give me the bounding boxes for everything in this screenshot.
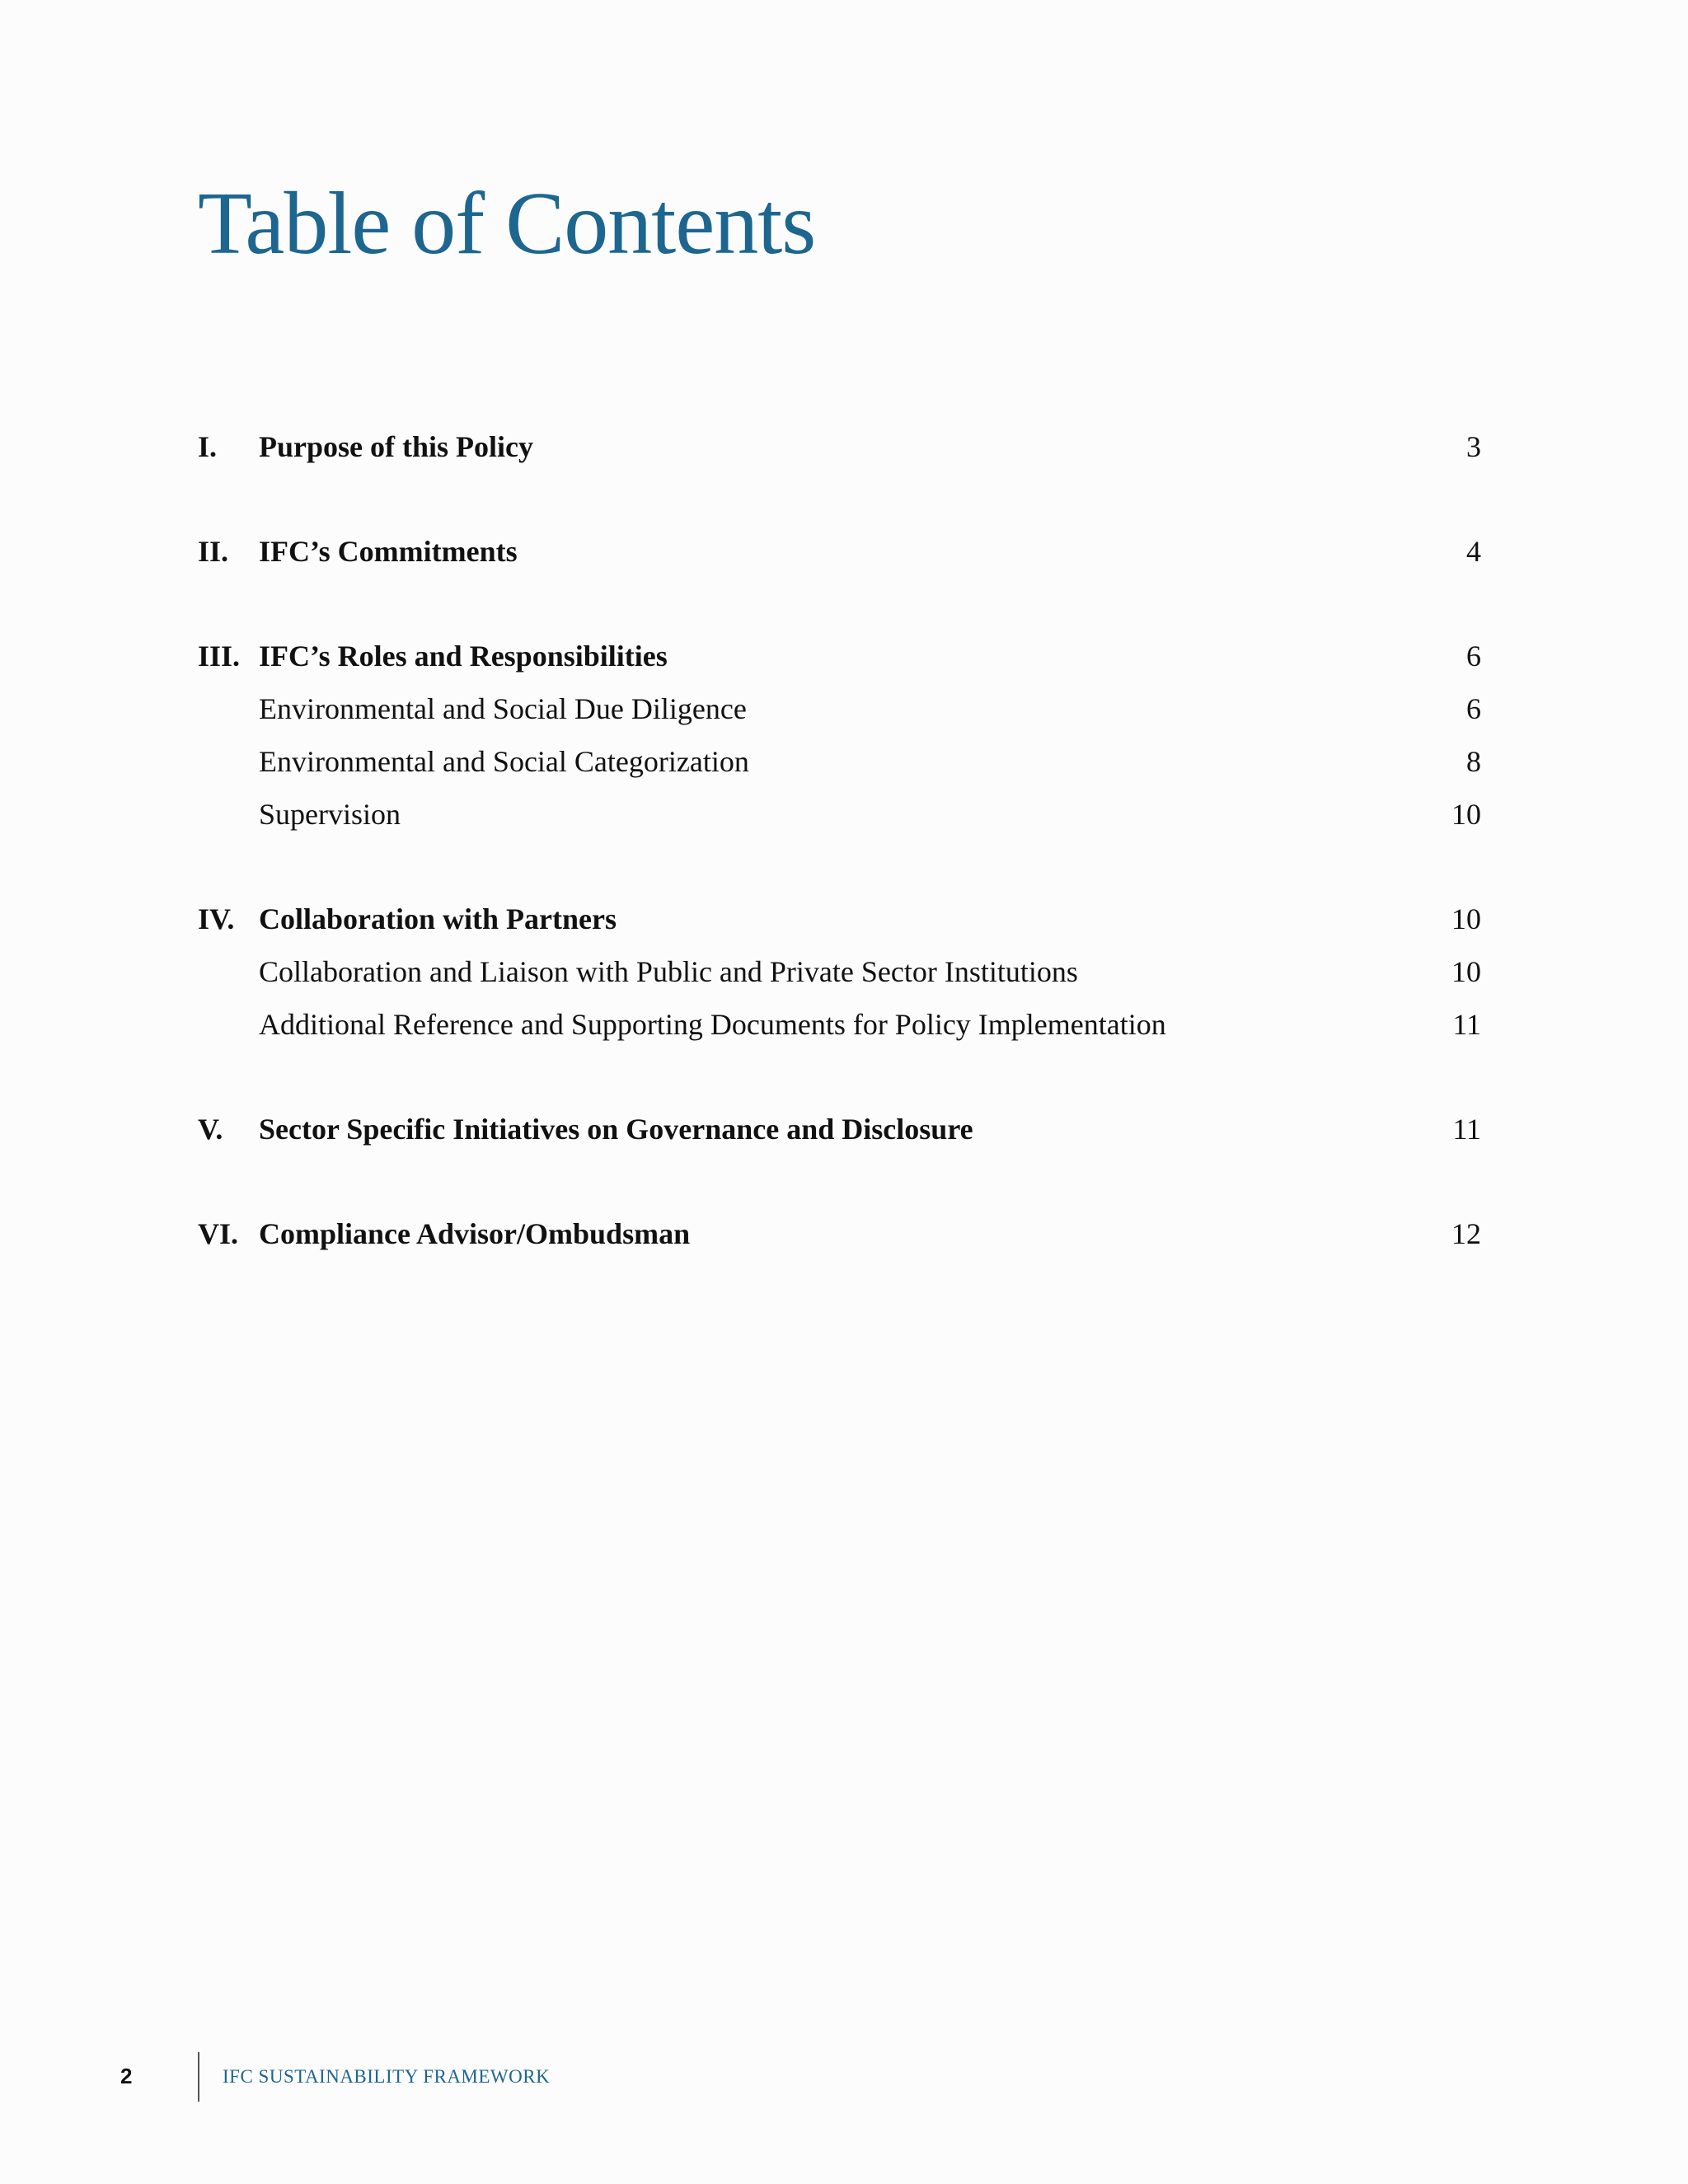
toc-label: Additional Reference and Supporting Documents for Policy Implementation (259, 1008, 1166, 1041)
toc-page-number: 10 (1451, 955, 1481, 988)
toc-page-number: 12 (1451, 1217, 1481, 1250)
toc-label: Environmental and Social Categorization (259, 745, 749, 778)
toc-page-number: 6 (1466, 640, 1481, 673)
toc-label: IFC’s Roles and Responsibilities (259, 640, 668, 673)
page-title: Table of Contents (198, 175, 816, 273)
toc-subentry-categorization[interactable] (198, 735, 1481, 788)
toc-subentry-liaison[interactable] (198, 945, 1481, 998)
page-footer (0, 2052, 1688, 2102)
toc-page-number: 10 (1451, 902, 1481, 935)
toc-page-number: 6 (1466, 692, 1481, 725)
toc-subentry-due-diligence[interactable] (198, 682, 1481, 735)
toc-entry-collaboration[interactable] (198, 893, 1481, 945)
toc-page-number: 8 (1466, 745, 1481, 778)
toc-numeral: II. (198, 535, 229, 568)
footer-divider (198, 2052, 199, 2102)
toc-label: Collaboration and Liaison with Public and Private Sector Institutions (259, 955, 1078, 988)
table-of-contents (198, 420, 1481, 1260)
toc-entry-roles[interactable] (198, 630, 1481, 682)
footer-page-number: 2 (120, 2064, 133, 2088)
toc-page-number: 3 (1466, 430, 1481, 463)
toc-entry-sector-initiatives[interactable] (198, 1103, 1481, 1155)
toc-label: Compliance Advisor/Ombudsman (259, 1217, 691, 1250)
toc-subentry-supervision[interactable] (198, 788, 1481, 841)
toc-entry-purpose[interactable] (198, 420, 1481, 473)
toc-label: Supervision (259, 798, 401, 831)
toc-label: Purpose of this Policy (259, 430, 533, 463)
toc-page-number: 4 (1466, 535, 1481, 568)
toc-numeral: V. (198, 1113, 223, 1146)
toc-numeral: I. (198, 430, 218, 463)
toc-numeral: VI. (198, 1217, 239, 1250)
toc-entry-commitments[interactable] (198, 525, 1481, 578)
footer-document-title: IFC SUSTAINABILITY FRAMEWORK (223, 2066, 551, 2087)
toc-page-number: 10 (1451, 798, 1481, 831)
toc-label: Sector Specific Initiatives on Governance and Disclosure (259, 1113, 973, 1146)
toc-page-number: 11 (1452, 1113, 1481, 1146)
toc-label: Collaboration with Partners (259, 902, 617, 935)
toc-numeral: III. (198, 640, 241, 673)
toc-subentry-supporting-documents[interactable] (198, 998, 1481, 1051)
toc-label: IFC’s Commitments (259, 535, 518, 568)
toc-entry-ombudsman[interactable] (198, 1207, 1481, 1260)
toc-numeral: IV. (198, 902, 235, 935)
toc-label: Environmental and Social Due Diligence (259, 692, 747, 725)
toc-page-number: 11 (1452, 1008, 1481, 1041)
